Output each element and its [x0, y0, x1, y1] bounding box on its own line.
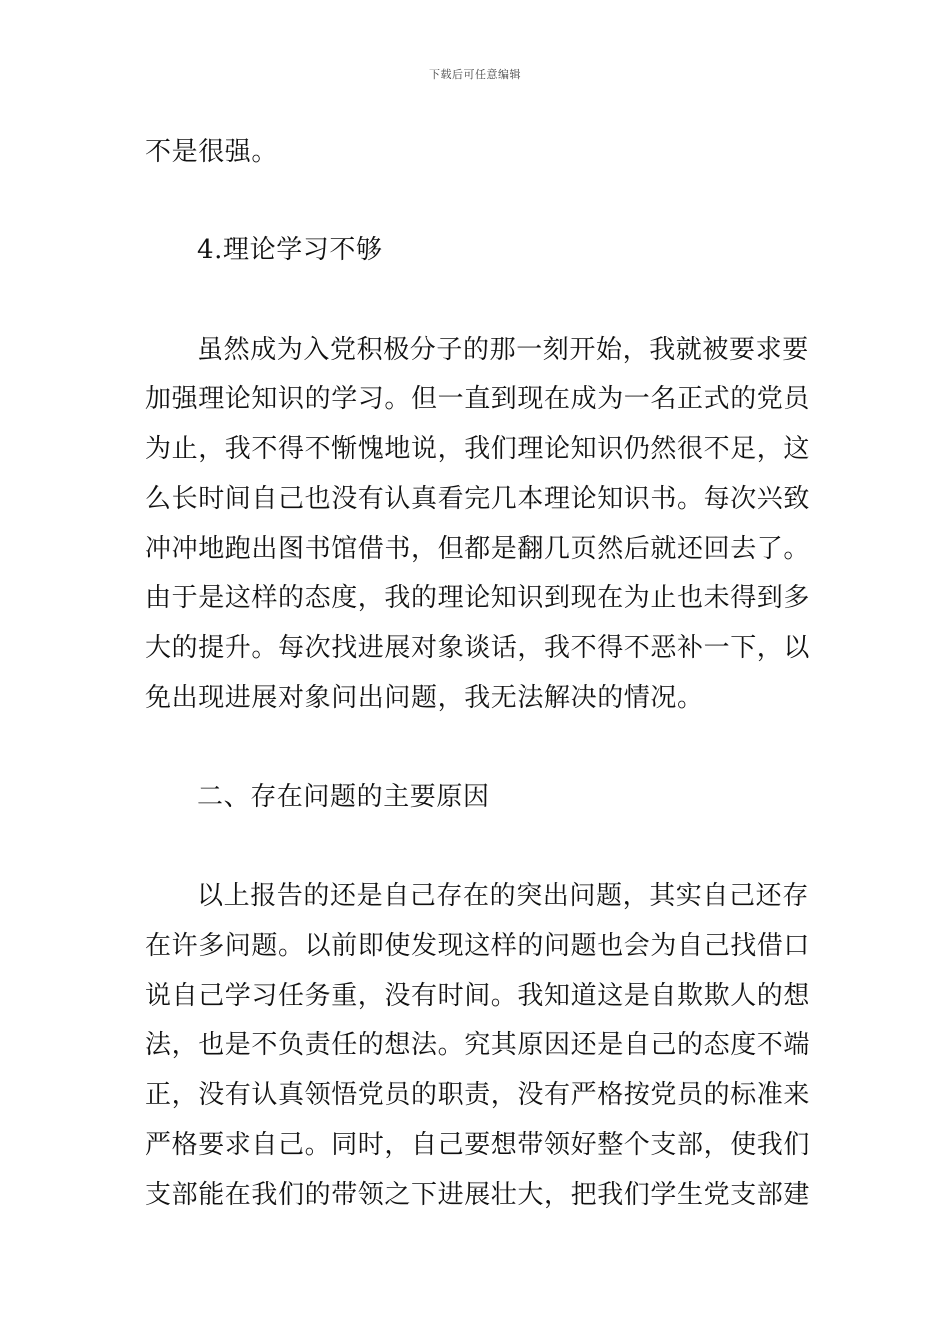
paragraph-line: 由于是这样的态度，我的理论知识到现在为止也未得到多 [145, 583, 811, 613]
paragraph-line: 为止，我不得不惭愧地说，我们理论知识仍然很不足，这 [145, 434, 811, 464]
paragraph-line: 说自己学习任务重，没有时间。我知道这是自欺欺人的想 [145, 981, 811, 1011]
paragraph-line: 法，也是不负责任的想法。究其原因还是自己的态度不端 [145, 1030, 811, 1060]
section-heading: 二、存在问题的主要原因 [197, 782, 490, 812]
page-header-note: 下载后可任意编辑 [429, 68, 521, 81]
section-heading: 4.理论学习不够 [197, 235, 383, 265]
paragraph-line: 么长时间自己也没有认真看完几本理论知识书。每次兴致 [145, 484, 811, 514]
paragraph-line: 加强理论知识的学习。但一直到现在成为一名正式的党员 [145, 384, 811, 414]
paragraph-line: 不是很强。 [145, 137, 279, 167]
paragraph-line: 免出现进展对象问出问题，我无法解决的情况。 [145, 683, 704, 713]
paragraph-line: 严格要求自己。同时，自己要想带领好整个支部，使我们 [145, 1130, 811, 1160]
paragraph-line: 虽然成为入党积极分子的那一刻开始，我就被要求要 [197, 335, 809, 365]
paragraph-line: 支部能在我们的带领之下进展壮大，把我们学生党支部建 [145, 1180, 811, 1210]
paragraph-line: 大的提升。每次找进展对象谈话，我不得不恶补一下，以 [145, 633, 811, 663]
paragraph-line: 在许多问题。以前即使发现这样的问题也会为自己找借口 [145, 931, 811, 961]
paragraph-line: 正，没有认真领悟党员的职责，没有严格按党员的标准来 [145, 1080, 811, 1110]
paragraph-line: 冲冲地跑出图书馆借书，但都是翻几页然后就还回去了。 [145, 534, 811, 564]
paragraph-line: 以上报告的还是自己存在的突出问题，其实自己还存 [197, 881, 809, 911]
